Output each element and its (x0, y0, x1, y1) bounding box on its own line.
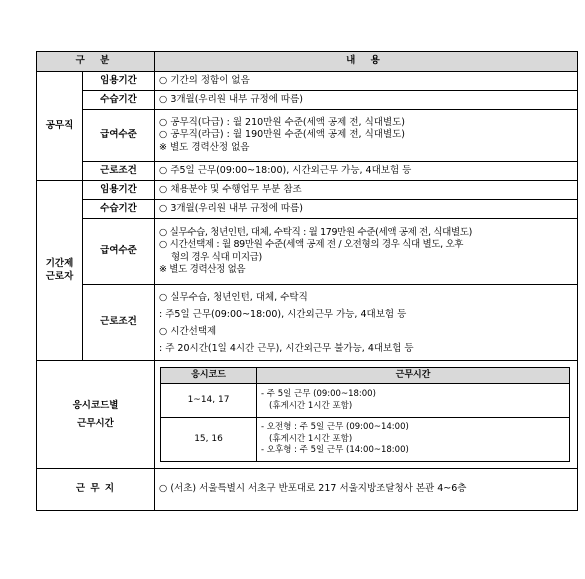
row-label: 근로조건 (83, 162, 155, 181)
category-public: 공무직 (37, 72, 83, 181)
table-row (37, 361, 578, 469)
row-content (155, 181, 578, 200)
table-row (37, 181, 578, 200)
table-row (37, 200, 578, 219)
content-line: : 주5일 근무(09:00~18:00), 시간외근무 가능, 4대보험 등 (159, 308, 407, 320)
table-header-row (37, 52, 578, 72)
table-row (37, 91, 578, 110)
hours-row (161, 384, 570, 418)
content-line: ○ 기간의 정함이 없음 (159, 74, 250, 86)
category-line: 근로자 (45, 270, 74, 282)
row-content (155, 361, 578, 469)
content-line: ○ 주5일 근무(09:00~18:00), 시간외근무 가능, 4대보험 등 (159, 164, 412, 176)
employment-conditions-table (36, 51, 578, 511)
row-label: 수습기간 (83, 91, 155, 110)
hours-table (160, 367, 570, 462)
hours-code: 15, 16 (161, 418, 257, 462)
hours-line: - 주 5일 근무 (09:00~18:00) (261, 389, 376, 399)
category-line: 근무시간 (77, 417, 114, 429)
hours-time (257, 384, 570, 418)
category-fixed-term (37, 181, 83, 361)
row-content (155, 219, 578, 285)
row-label: 임용기간 (83, 72, 155, 91)
row-content (155, 200, 578, 219)
table-row (37, 285, 578, 361)
hours-header-time: 근무시간 (257, 368, 570, 384)
row-content (155, 72, 578, 91)
hours-line: (휴게시간 1시간 포함) (269, 400, 353, 411)
row-content (155, 285, 578, 361)
hours-header-code: 응시코드 (161, 368, 257, 384)
category-workplace: 근 무 지 (37, 469, 155, 511)
header-category: 구 분 (37, 52, 155, 72)
header-content: 내 용 (155, 52, 578, 72)
content-line: 형의 경우 식대 미지급) (171, 251, 262, 263)
content-line: ○ 공무직(라급) : 월 190만원 수준(세액 공제 전, 식대별도) (159, 129, 406, 141)
content-line: ※ 별도 경력산정 없음 (159, 141, 250, 153)
content-line: ○ 실무수습, 청년인턴, 대체, 수탁직 (159, 291, 308, 303)
row-label: 근로조건 (83, 285, 155, 361)
row-content (155, 162, 578, 181)
content-line: ○ 실무수습, 청년인턴, 대체, 수탁직 : 월 179만원 수준(세액 공제 전, 식대별도) (159, 226, 472, 238)
content-line: ※ 별도 경력산정 없음 (159, 264, 246, 275)
row-label: 임용기간 (83, 181, 155, 200)
table-row (37, 162, 578, 181)
content-line: ○ 시간선택제 (159, 325, 217, 337)
table-row (37, 72, 578, 91)
hours-line: (휴게시간 1시간 포함) (269, 433, 353, 444)
hours-row (161, 418, 570, 462)
content-line: : 주 20시간(1일 4시간 근무), 시간외근무 불가능, 4대보험 등 (159, 342, 414, 354)
hours-line: - 오후형 : 주 5일 근무 (14:00~18:00) (261, 445, 409, 456)
row-label: 급여수준 (83, 219, 155, 285)
table-row (37, 219, 578, 285)
row-label: 수습기간 (83, 200, 155, 219)
content-line: ○ 채용분야 및 수행업무 부분 참조 (159, 183, 302, 195)
content-line: ○ 3개월(우리원 내부 규정에 따름) (159, 202, 303, 214)
table-row (37, 110, 578, 162)
hours-time (257, 418, 570, 462)
row-content (155, 469, 578, 511)
hours-code: 1~14, 17 (161, 384, 257, 418)
content-line: ○ (서초) 서울특별시 서초구 반포대로 217 서울지방조달청사 본관 4~6층 (159, 483, 467, 495)
hours-line: - 오전형 : 주 5일 근무 (09:00~14:00) (261, 422, 409, 433)
row-label: 급여수준 (83, 110, 155, 162)
row-content (155, 91, 578, 110)
hours-header-row (161, 368, 570, 384)
content-line: ○ 시간선택제 : 월 89만원 수준(세액 공제 전 / 오전형의 경우 식대 별도, 오후 (159, 239, 464, 250)
table-row (37, 469, 578, 511)
row-content (155, 110, 578, 162)
content-line: ○ 3개월(우리원 내부 규정에 따름) (159, 93, 303, 105)
content-line: ○ 공무직(다급) : 월 210만원 수준(세액 공제 전, 식대별도) (159, 116, 406, 128)
category-hours (37, 361, 155, 469)
category-line: 기간제 (45, 258, 74, 269)
category-line: 응시코드별 (72, 399, 119, 411)
